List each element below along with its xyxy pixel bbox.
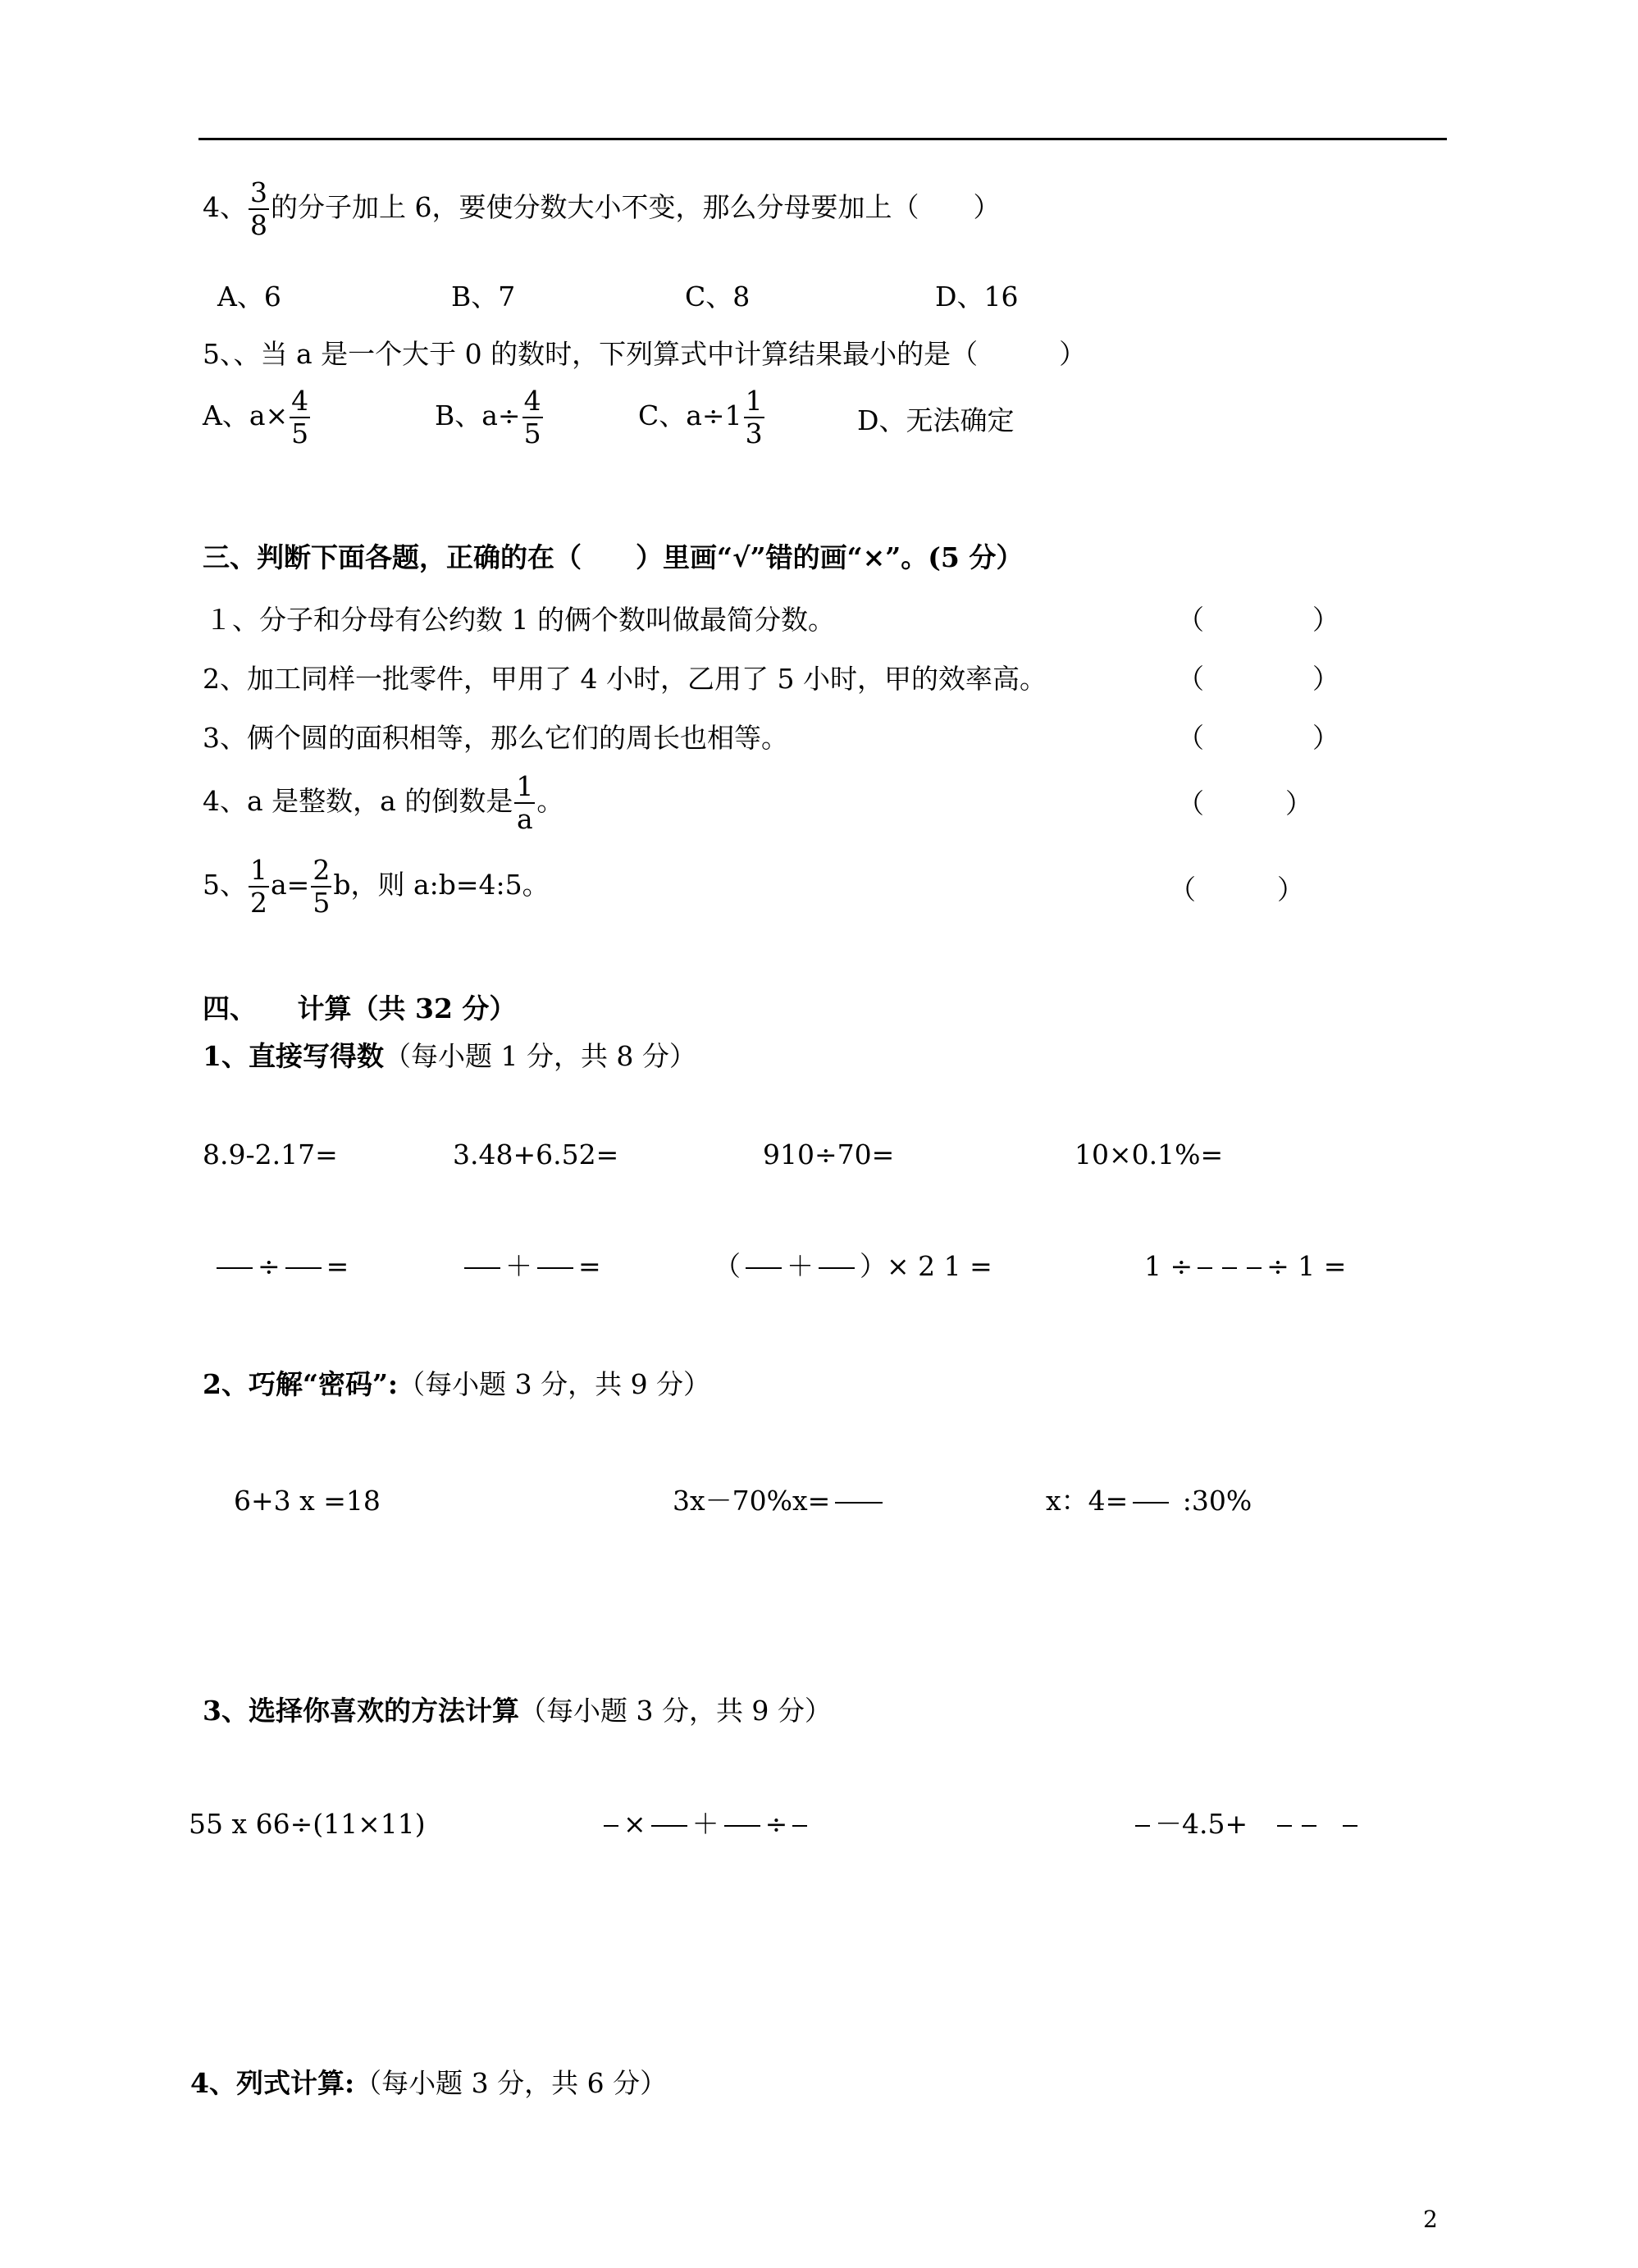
q4-option-c: C、8 <box>685 281 751 313</box>
judge-item-4: 4、a 是整数，a 的倒数是 $\frac{1}{a}$ 。 <box>203 770 564 835</box>
q4-option-b: B、7 <box>451 281 516 313</box>
question-4: 4、 $\frac{3}{8}$ 的分子加上 6，要使分数大小不变，那么分母要加上（ ） <box>203 176 1001 241</box>
part-4-title: 4、列式计算:（每小题 3 分，共 6 分） <box>190 2067 668 2099</box>
calc-1: 8.9-2.17= <box>203 1139 338 1171</box>
answer-paren: （ ） <box>1177 663 1339 695</box>
header-rule <box>198 138 1447 140</box>
calc-8: 1 ÷ ÷ 1 = <box>1144 1250 1347 1282</box>
part-1-title: 1、直接写得数（每小题 1 分，共 8 分） <box>203 1040 696 1072</box>
calc-2: 3.48+6.52= <box>453 1139 619 1171</box>
answer-paren: （ ） <box>1177 604 1339 636</box>
expression-1: 55 x 66÷(11×11) <box>189 1808 426 1840</box>
answer-paren: （ ） <box>1177 722 1339 754</box>
q5-option-b: B、a÷ $\frac{4}{5}$ <box>435 385 541 449</box>
calc-7: （ ＋ ）× 2 1 = <box>714 1250 992 1282</box>
q4-option-d: D、16 <box>935 281 1019 313</box>
calc-3: 910÷70= <box>763 1139 895 1171</box>
calc-5: ÷ = <box>212 1250 349 1283</box>
part-2-title: 2、巧解“密码”:（每小题 3 分，共 9 分） <box>203 1368 711 1400</box>
equation-2: 3x－70%x= <box>673 1485 887 1517</box>
part-3-title: 3、选择你喜欢的方法计算（每小题 3 分，共 9 分） <box>203 1695 832 1727</box>
section-3-title: 三、判断下面各题，正确的在（ ）里画“√”错的画“×”。(5 分） <box>203 541 1024 573</box>
answer-paren: （ ） <box>1177 787 1312 819</box>
q4-option-a: A、6 <box>217 281 281 313</box>
judge-item-5: 5、 $\frac{1}{2}$ a= $\frac{2}{5}$ b，则 a:b=4:5。 <box>203 854 550 919</box>
q5-option-c: C、a÷1 $\frac{1}{3}$ <box>638 385 763 449</box>
fraction: $\frac{3}{8}$ <box>250 176 267 241</box>
answer-paren: （ ） <box>1169 874 1304 906</box>
judge-item-2: 2、加工同样一批零件，甲用了 4 小时，乙用了 5 小时，甲的效率高。 <box>203 663 1047 695</box>
section-4-title: 四、 计算（共 32 分） <box>203 993 517 1024</box>
expression-3: －4.5+ <box>1130 1808 1362 1841</box>
judge-item-1: １、分子和分母有公约数 1 的俩个数叫做最简分数。 <box>205 604 835 636</box>
calc-6: ＋ = <box>459 1250 601 1283</box>
q5-option-d: D、无法确定 <box>857 404 1015 436</box>
q5-option-a: A、a× $\frac{4}{5}$ <box>203 385 309 449</box>
equation-1: 6+3 x =18 <box>234 1485 381 1517</box>
expression-2: × ＋ ÷ <box>599 1808 812 1841</box>
judge-item-3: 3、俩个圆的面积相等，那么它们的周长也相等。 <box>203 722 788 754</box>
question-5: 5、、当 a 是一个大于 0 的数时，下列算式中计算结果最小的是（ ） <box>203 338 1087 370</box>
calc-4: 10×0.1%= <box>1075 1139 1224 1171</box>
equation-3: x：4= :30% <box>1046 1485 1252 1517</box>
page-number: 2 <box>1423 2206 1438 2233</box>
